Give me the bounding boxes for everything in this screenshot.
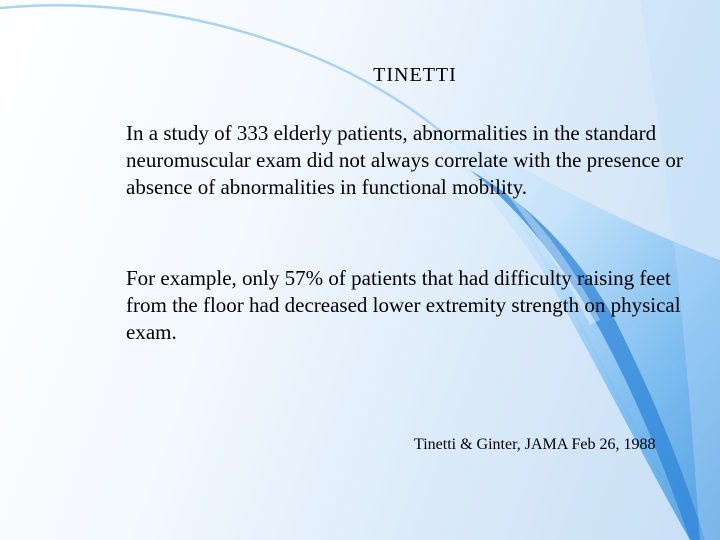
- paragraph-study: In a study of 333 elderly patients, abnormalities in the standard neuromuscular exam did not always correlate with the presence or absence of abnormalities in functional mobility.: [126, 121, 683, 199]
- slide-title: TINETTI: [373, 64, 457, 86]
- paragraph-example: For example, only 57% of patients that had difficulty raising feet from the floor had decreased lower extremity strength on physical exam.: [126, 266, 681, 344]
- citation: Tinetti & Ginter, JAMA Feb 26, 1988: [414, 436, 656, 453]
